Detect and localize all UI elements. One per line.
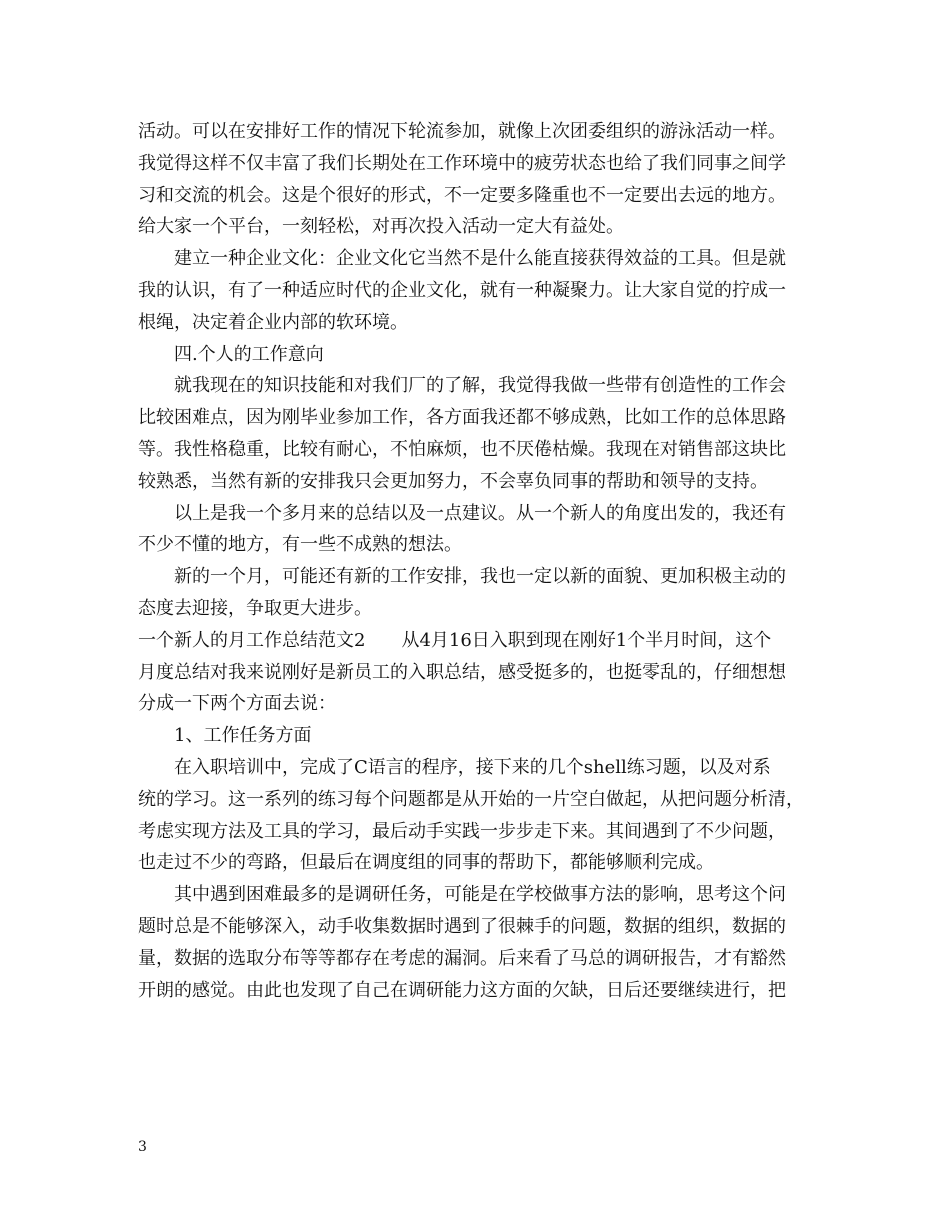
text-line: 以上是我一个多月来的总结以及一点建议。从一个新人的角度出发的，我还有	[174, 502, 786, 524]
text-line: 分成一下两个方面去说：	[138, 693, 336, 715]
text-line: 开朗的感觉。由此也发现了自己在调研能力这方面的欠缺，日后还要继续进行，把	[138, 979, 786, 1001]
text-line: 1、工作任务方面	[174, 725, 312, 747]
text-line: 在入职培训中，完成了C语言的程序，接下来的几个shell练习题，以及对系	[174, 756, 771, 778]
text-line: 我觉得这样不仅丰富了我们长期处在工作环境中的疲劳状态也给了我们同事之间学	[138, 152, 786, 174]
text-line: 新的一个月，可能还有新的工作安排，我也一定以新的面貌、更加积极主动的	[174, 566, 786, 588]
text-line: 月度总结对我来说刚好是新员工的入职总结，感受挺多的，也挺零乱的，仔细想想	[138, 661, 786, 683]
text-line: 也走过不少的弯路，但最后在调度组的同事的帮助下，都能够顺利完成。	[138, 852, 714, 874]
text-line: 就我现在的知识技能和对我们厂的了解，我觉得我做一些带有创造性的工作会	[174, 375, 786, 397]
text-line: 给大家一个平台，一刻轻松，对再次投入活动一定大有益处。	[138, 216, 624, 238]
text-line: 不少不懂的地方，有一些不成熟的想法。	[138, 534, 462, 556]
text-line: 统的学习。这一系列的练习每个问题都是从开始的一片空白做起，从把问题分析清，	[138, 788, 804, 810]
text-line: 题时总是不能够深入，动手收集数据时遇到了很棘手的问题，数据的组织，数据的	[138, 915, 786, 937]
text-line: 习和交流的机会。这是个很好的形式，不一定要多隆重也不一定要出去远的地方。	[138, 184, 786, 206]
page-number: 3	[138, 1139, 147, 1155]
text-line: 较熟悉，当然有新的安排我只会更加努力，不会辜负同事的帮助和领导的支持。	[138, 470, 768, 492]
text-line: 建立一种企业文化：企业文化它当然不是什么能直接获得效益的工具。但是就	[174, 248, 786, 270]
text-line: 量，数据的选取分布等等都存在考虑的漏洞。后来看了马总的调研报告，才有豁然	[138, 947, 786, 969]
text-line: 比较困难点，因为刚毕业参加工作，各方面我还都不够成熟，比如工作的总体思路	[138, 407, 786, 429]
text-line: 活动。可以在安排好工作的情况下轮流参加，就像上次团委组织的游泳活动一样。	[138, 121, 786, 142]
body-text	[138, 116, 824, 1006]
text-line: 我的认识，有了一种适应时代的企业文化，就有一种凝聚力。让大家自觉的拧成一	[138, 279, 786, 301]
text-line: 根绳，决定着企业内部的软环境。	[138, 311, 408, 333]
text-line: 态度去迎接，争取更大进步。	[138, 597, 372, 619]
text-line: 考虑实现方法及工具的学习，最后动手实践一步步走下来。其间遇到了不少问题，	[138, 820, 786, 842]
text-line: 等。我性格稳重，比较有耐心，不怕麻烦，也不厌倦枯燥。我现在对销售部这块比	[138, 438, 786, 460]
text-line: 四.个人的工作意向	[174, 343, 324, 365]
text-line: 一个新人的月工作总结范文2 从4月16日入职到现在刚好1个半月时间，这个	[138, 629, 772, 651]
text-line: 其中遇到困难最多的是调研任务，可能是在学校做事方法的影响，思考这个问	[174, 884, 786, 906]
